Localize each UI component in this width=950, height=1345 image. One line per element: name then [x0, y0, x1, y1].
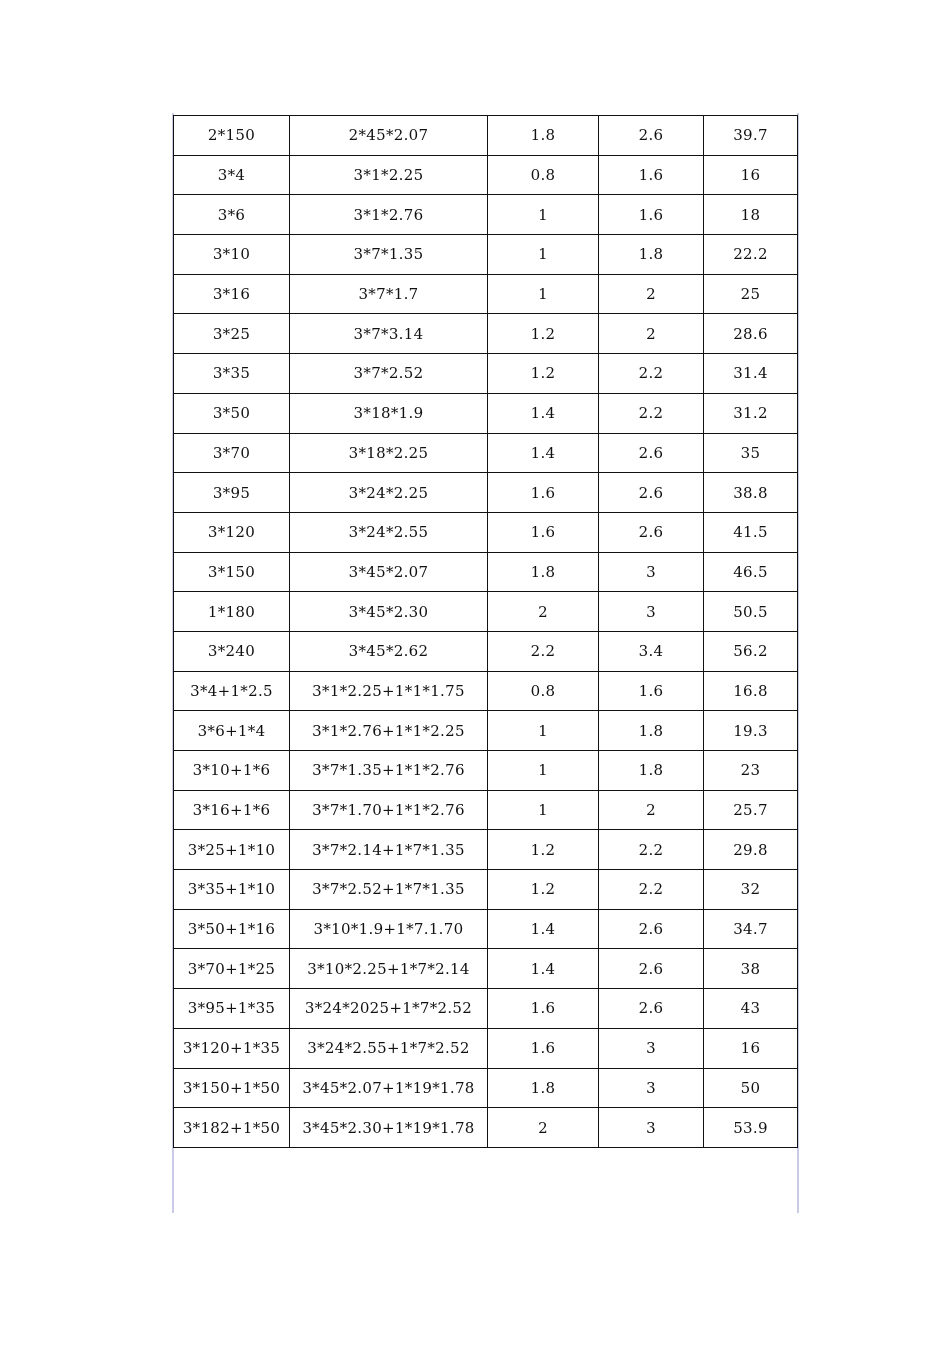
conductor-structure-cell: 3*1*2.76+1*1*2.25 — [290, 711, 488, 751]
insulation-thickness-cell: 1.6 — [488, 1028, 599, 1068]
conductor-structure-cell: 3*10*1.9+1*7.1.70 — [290, 909, 488, 949]
outer-diameter-cell: 23 — [704, 751, 798, 791]
conductor-structure-cell: 3*24*2.25 — [290, 473, 488, 513]
outer-diameter-cell: 16.8 — [704, 671, 798, 711]
insulation-thickness-cell: 1.4 — [488, 949, 599, 989]
conductor-structure-cell: 3*18*1.9 — [290, 393, 488, 433]
conductor-structure-cell: 3*7*1.35+1*1*2.76 — [290, 751, 488, 791]
table-row — [174, 195, 798, 235]
outer-diameter-cell: 53.9 — [704, 1108, 798, 1148]
sheath-thickness-cell: 1.6 — [599, 671, 704, 711]
table-row — [174, 870, 798, 910]
insulation-thickness-cell: 1.6 — [488, 989, 599, 1029]
table-row — [174, 354, 798, 394]
sheath-thickness-cell: 1.6 — [599, 155, 704, 195]
insulation-thickness-cell: 1 — [488, 195, 599, 235]
outer-diameter-cell: 25.7 — [704, 790, 798, 830]
table-row — [174, 473, 798, 513]
conductor-structure-cell: 3*45*2.07+1*19*1.78 — [290, 1068, 488, 1108]
conductor-structure-cell: 3*7*2.52+1*7*1.35 — [290, 870, 488, 910]
outer-diameter-cell: 43 — [704, 989, 798, 1029]
sheath-thickness-cell: 1.8 — [599, 711, 704, 751]
cross-section-cell: 3*35+1*10 — [174, 870, 290, 910]
insulation-thickness-cell: 1.4 — [488, 433, 599, 473]
conductor-structure-cell: 3*24*2.55 — [290, 512, 488, 552]
conductor-structure-cell: 3*45*2.30+1*19*1.78 — [290, 1108, 488, 1148]
outer-diameter-cell: 16 — [704, 155, 798, 195]
cross-section-cell: 3*150 — [174, 552, 290, 592]
outer-diameter-cell: 25 — [704, 274, 798, 314]
sheath-thickness-cell: 2 — [599, 314, 704, 354]
table-row — [174, 790, 798, 830]
sheath-thickness-cell: 2.6 — [599, 949, 704, 989]
table-row — [174, 1108, 798, 1148]
table-row — [174, 433, 798, 473]
outer-diameter-cell: 41.5 — [704, 512, 798, 552]
cross-section-cell: 3*4 — [174, 155, 290, 195]
sheath-thickness-cell: 2 — [599, 274, 704, 314]
sheath-thickness-cell: 2.6 — [599, 473, 704, 513]
sheath-thickness-cell: 2.6 — [599, 116, 704, 156]
insulation-thickness-cell: 1.6 — [488, 512, 599, 552]
sheath-thickness-cell: 2.2 — [599, 393, 704, 433]
conductor-structure-cell: 3*24*2.55+1*7*2.52 — [290, 1028, 488, 1068]
table-body — [174, 116, 798, 1148]
cross-section-cell: 2*150 — [174, 116, 290, 156]
sheath-thickness-cell: 3 — [599, 552, 704, 592]
conductor-structure-cell: 3*7*2.52 — [290, 354, 488, 394]
cross-section-cell: 3*70+1*25 — [174, 949, 290, 989]
cross-section-cell: 3*25 — [174, 314, 290, 354]
cross-section-cell: 3*150+1*50 — [174, 1068, 290, 1108]
outer-diameter-cell: 29.8 — [704, 830, 798, 870]
insulation-thickness-cell: 2.2 — [488, 631, 599, 671]
sheath-thickness-cell: 1.6 — [599, 195, 704, 235]
conductor-structure-cell: 3*18*2.25 — [290, 433, 488, 473]
table-row — [174, 711, 798, 751]
sheath-thickness-cell: 3 — [599, 1068, 704, 1108]
table-row — [174, 314, 798, 354]
insulation-thickness-cell: 1 — [488, 790, 599, 830]
cross-section-cell: 3*4+1*2.5 — [174, 671, 290, 711]
insulation-thickness-cell: 2 — [488, 592, 599, 632]
insulation-thickness-cell: 1.6 — [488, 473, 599, 513]
sheath-thickness-cell: 2.6 — [599, 512, 704, 552]
outer-diameter-cell: 28.6 — [704, 314, 798, 354]
table-row — [174, 949, 798, 989]
table-row — [174, 393, 798, 433]
insulation-thickness-cell: 1 — [488, 751, 599, 791]
sheath-thickness-cell: 2.6 — [599, 989, 704, 1029]
cross-section-cell: 3*182+1*50 — [174, 1108, 290, 1148]
outer-diameter-cell: 38 — [704, 949, 798, 989]
cross-section-cell: 3*6 — [174, 195, 290, 235]
sheath-thickness-cell: 2 — [599, 790, 704, 830]
cable-spec-table — [173, 115, 798, 1148]
outer-diameter-cell: 22.2 — [704, 235, 798, 275]
outer-diameter-cell: 38.8 — [704, 473, 798, 513]
insulation-thickness-cell: 0.8 — [488, 671, 599, 711]
cross-section-cell: 3*10+1*6 — [174, 751, 290, 791]
table-row — [174, 989, 798, 1029]
table-row — [174, 155, 798, 195]
outer-diameter-cell: 39.7 — [704, 116, 798, 156]
cross-section-cell: 3*95 — [174, 473, 290, 513]
table-row — [174, 631, 798, 671]
outer-diameter-cell: 31.4 — [704, 354, 798, 394]
insulation-thickness-cell: 1.2 — [488, 870, 599, 910]
table-row — [174, 552, 798, 592]
cross-section-cell: 3*6+1*4 — [174, 711, 290, 751]
table-row — [174, 116, 798, 156]
cross-section-cell: 3*16+1*6 — [174, 790, 290, 830]
table-row — [174, 671, 798, 711]
cross-section-cell: 3*70 — [174, 433, 290, 473]
conductor-structure-cell: 3*45*2.62 — [290, 631, 488, 671]
cross-section-cell: 3*240 — [174, 631, 290, 671]
cross-section-cell: 3*25+1*10 — [174, 830, 290, 870]
conductor-structure-cell: 2*45*2.07 — [290, 116, 488, 156]
insulation-thickness-cell: 1.8 — [488, 552, 599, 592]
insulation-thickness-cell: 1.2 — [488, 830, 599, 870]
cross-section-cell: 3*35 — [174, 354, 290, 394]
conductor-structure-cell: 3*7*1.70+1*1*2.76 — [290, 790, 488, 830]
conductor-structure-cell: 3*45*2.30 — [290, 592, 488, 632]
sheath-thickness-cell: 3 — [599, 1028, 704, 1068]
conductor-structure-cell: 3*10*2.25+1*7*2.14 — [290, 949, 488, 989]
insulation-thickness-cell: 1.2 — [488, 314, 599, 354]
cross-section-cell: 3*50+1*16 — [174, 909, 290, 949]
insulation-thickness-cell: 1 — [488, 274, 599, 314]
outer-diameter-cell: 50 — [704, 1068, 798, 1108]
outer-diameter-cell: 31.2 — [704, 393, 798, 433]
insulation-thickness-cell: 2 — [488, 1108, 599, 1148]
table-row — [174, 1028, 798, 1068]
outer-diameter-cell: 56.2 — [704, 631, 798, 671]
insulation-thickness-cell: 0.8 — [488, 155, 599, 195]
insulation-thickness-cell: 1.4 — [488, 393, 599, 433]
conductor-structure-cell: 3*7*1.35 — [290, 235, 488, 275]
cross-section-cell: 3*120 — [174, 512, 290, 552]
cross-section-cell: 3*10 — [174, 235, 290, 275]
outer-diameter-cell: 19.3 — [704, 711, 798, 751]
sheath-thickness-cell: 3.4 — [599, 631, 704, 671]
sheath-thickness-cell: 2.2 — [599, 870, 704, 910]
outer-diameter-cell: 16 — [704, 1028, 798, 1068]
table-row — [174, 592, 798, 632]
outer-diameter-cell: 32 — [704, 870, 798, 910]
outer-diameter-cell: 18 — [704, 195, 798, 235]
outer-diameter-cell: 50.5 — [704, 592, 798, 632]
outer-diameter-cell: 46.5 — [704, 552, 798, 592]
conductor-structure-cell: 3*45*2.07 — [290, 552, 488, 592]
conductor-structure-cell: 3*7*2.14+1*7*1.35 — [290, 830, 488, 870]
cross-section-cell: 3*95+1*35 — [174, 989, 290, 1029]
insulation-thickness-cell: 1.8 — [488, 1068, 599, 1108]
cross-section-cell: 3*120+1*35 — [174, 1028, 290, 1068]
insulation-thickness-cell: 1 — [488, 711, 599, 751]
sheath-thickness-cell: 3 — [599, 1108, 704, 1148]
sheath-thickness-cell: 2.2 — [599, 830, 704, 870]
table-row — [174, 909, 798, 949]
table-row — [174, 830, 798, 870]
sheath-thickness-cell: 2.6 — [599, 433, 704, 473]
sheath-thickness-cell: 1.8 — [599, 235, 704, 275]
table-row — [174, 235, 798, 275]
conductor-structure-cell: 3*7*3.14 — [290, 314, 488, 354]
conductor-structure-cell: 3*7*1.7 — [290, 274, 488, 314]
cross-section-cell: 3*50 — [174, 393, 290, 433]
sheath-thickness-cell: 1.8 — [599, 751, 704, 791]
table-row — [174, 751, 798, 791]
cross-section-cell: 3*16 — [174, 274, 290, 314]
sheath-thickness-cell: 2.6 — [599, 909, 704, 949]
insulation-thickness-cell: 1.8 — [488, 116, 599, 156]
table-row — [174, 1068, 798, 1108]
outer-diameter-cell: 35 — [704, 433, 798, 473]
conductor-structure-cell: 3*1*2.76 — [290, 195, 488, 235]
sheath-thickness-cell: 3 — [599, 592, 704, 632]
insulation-thickness-cell: 1.4 — [488, 909, 599, 949]
table-row — [174, 274, 798, 314]
insulation-thickness-cell: 1 — [488, 235, 599, 275]
insulation-thickness-cell: 1.2 — [488, 354, 599, 394]
conductor-structure-cell: 3*24*2025+1*7*2.52 — [290, 989, 488, 1029]
sheath-thickness-cell: 2.2 — [599, 354, 704, 394]
outer-diameter-cell: 34.7 — [704, 909, 798, 949]
cross-section-cell: 1*180 — [174, 592, 290, 632]
conductor-structure-cell: 3*1*2.25 — [290, 155, 488, 195]
conductor-structure-cell: 3*1*2.25+1*1*1.75 — [290, 671, 488, 711]
table-row — [174, 512, 798, 552]
